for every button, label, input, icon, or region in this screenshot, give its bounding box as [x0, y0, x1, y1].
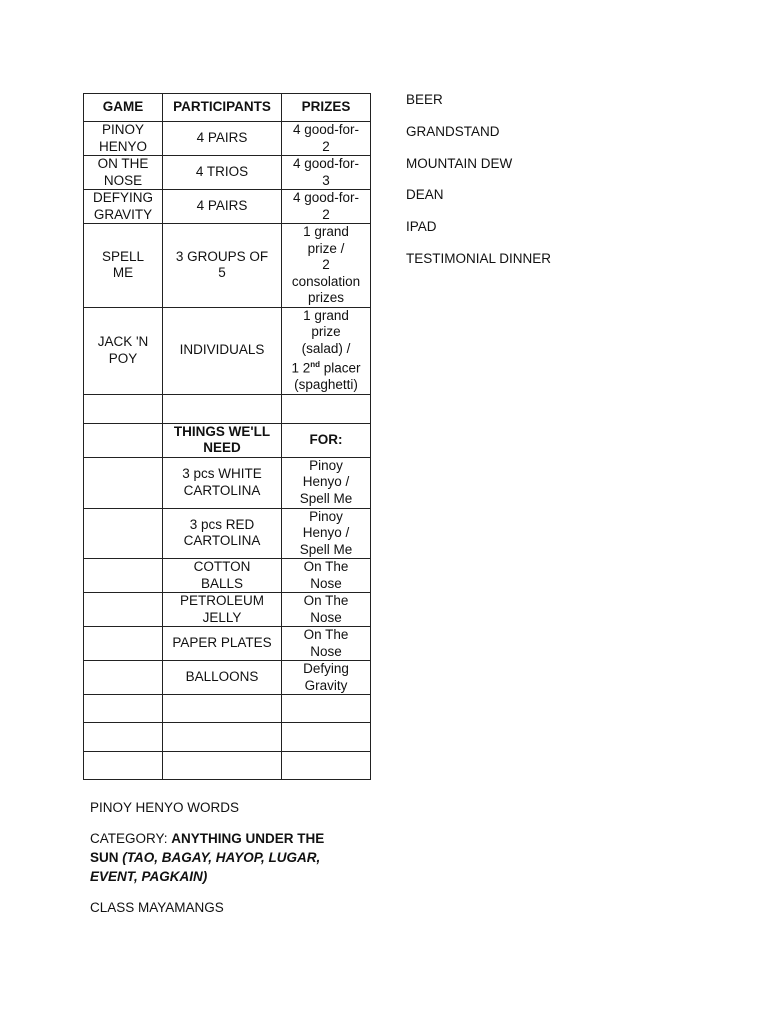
needs-header-row — [84, 423, 371, 457]
category-value: ANYTHING UNDER THE SUN — [90, 831, 325, 865]
game-prizes: 4 good-for- 3 — [282, 156, 371, 190]
game-name: ON THE NOSE — [84, 156, 163, 190]
category-examples: (TAO, BAGAY, HAYOP, LUGAR, EVENT, PAGKAIN) — [90, 850, 321, 884]
game-prizes — [282, 307, 371, 394]
notes-title: PINOY HENYO WORDS — [90, 800, 240, 815]
header-for: FOR: — [282, 423, 371, 457]
game-prizes: 4 good-for- 2 — [282, 190, 371, 224]
list-item: BEER — [406, 92, 443, 107]
prize-line: (spaghetti) — [294, 377, 358, 392]
items-list — [406, 92, 551, 283]
table-row — [84, 457, 371, 508]
ordinal-suffix: nd — [310, 360, 321, 369]
class-line: CLASS MAYAMANGS — [90, 900, 224, 915]
table-header-row — [84, 94, 371, 122]
header-prizes: PRIZES — [282, 94, 371, 122]
need-for: Pinoy Henyo / Spell Me — [282, 457, 371, 508]
need-item: COTTON BALLS — [163, 559, 282, 593]
list-item: MOUNTAIN DEW — [406, 155, 513, 171]
game-participants: 4 PAIRS — [163, 122, 282, 156]
prize-line: placer — [320, 360, 361, 376]
empty-row — [84, 695, 371, 723]
game-participants: 4 PAIRS — [163, 190, 282, 224]
need-for: On The Nose — [282, 593, 371, 627]
game-name: JACK 'N POY — [84, 307, 163, 394]
game-participants: INDIVIDUALS — [163, 307, 282, 394]
need-item: PETROLEUM JELLY — [163, 593, 282, 627]
header-game: GAME — [84, 94, 163, 122]
game-prizes: 1 grand prize / 2 consolation prizes — [282, 224, 371, 308]
prize-line: 1 2 — [291, 360, 311, 376]
need-for: Pinoy Henyo / Spell Me — [282, 508, 371, 559]
table-row — [84, 508, 371, 559]
list-item: IPAD — [406, 219, 437, 235]
table-row — [84, 307, 371, 394]
game-name: SPELL ME — [84, 224, 163, 308]
need-for: Defying Gravity — [282, 661, 371, 695]
game-prizes: 4 good-for- 2 — [282, 122, 371, 156]
prize-line: 1 grand prize (salad) / — [301, 307, 351, 356]
notes-section — [90, 798, 340, 929]
table-row — [84, 559, 371, 593]
need-for: On The Nose — [282, 559, 371, 593]
table-row — [84, 593, 371, 627]
games-table — [83, 93, 371, 780]
table-row — [84, 122, 371, 156]
table-row — [84, 661, 371, 695]
category-line — [90, 829, 340, 886]
list-item: DEAN — [406, 187, 444, 203]
empty-row — [84, 723, 371, 752]
game-name: DEFYING GRAVITY — [84, 190, 163, 224]
header-participants: PARTICIPANTS — [163, 94, 282, 122]
game-name: PINOY HENYO — [84, 122, 163, 156]
empty-row — [84, 394, 371, 423]
need-item: 3 pcs WHITE CARTOLINA — [163, 457, 282, 508]
list-item: GRANDSTAND — [406, 123, 500, 139]
table-row — [84, 627, 371, 661]
need-item: 3 pcs RED CARTOLINA — [163, 508, 282, 559]
table-row — [84, 190, 371, 224]
category-label: CATEGORY: — [90, 831, 172, 846]
need-item: BALLOONS — [163, 661, 282, 695]
need-item: PAPER PLATES — [163, 627, 282, 661]
header-things-needed: THINGS WE'LL NEED — [163, 423, 282, 457]
game-participants: 3 GROUPS OF 5 — [163, 224, 282, 308]
empty-row — [84, 752, 371, 780]
game-participants: 4 TRIOS — [163, 156, 282, 190]
need-for: On The Nose — [282, 627, 371, 661]
list-item: TESTIMONIAL DINNER — [406, 250, 552, 266]
table-row — [84, 224, 371, 308]
table-row — [84, 156, 371, 190]
